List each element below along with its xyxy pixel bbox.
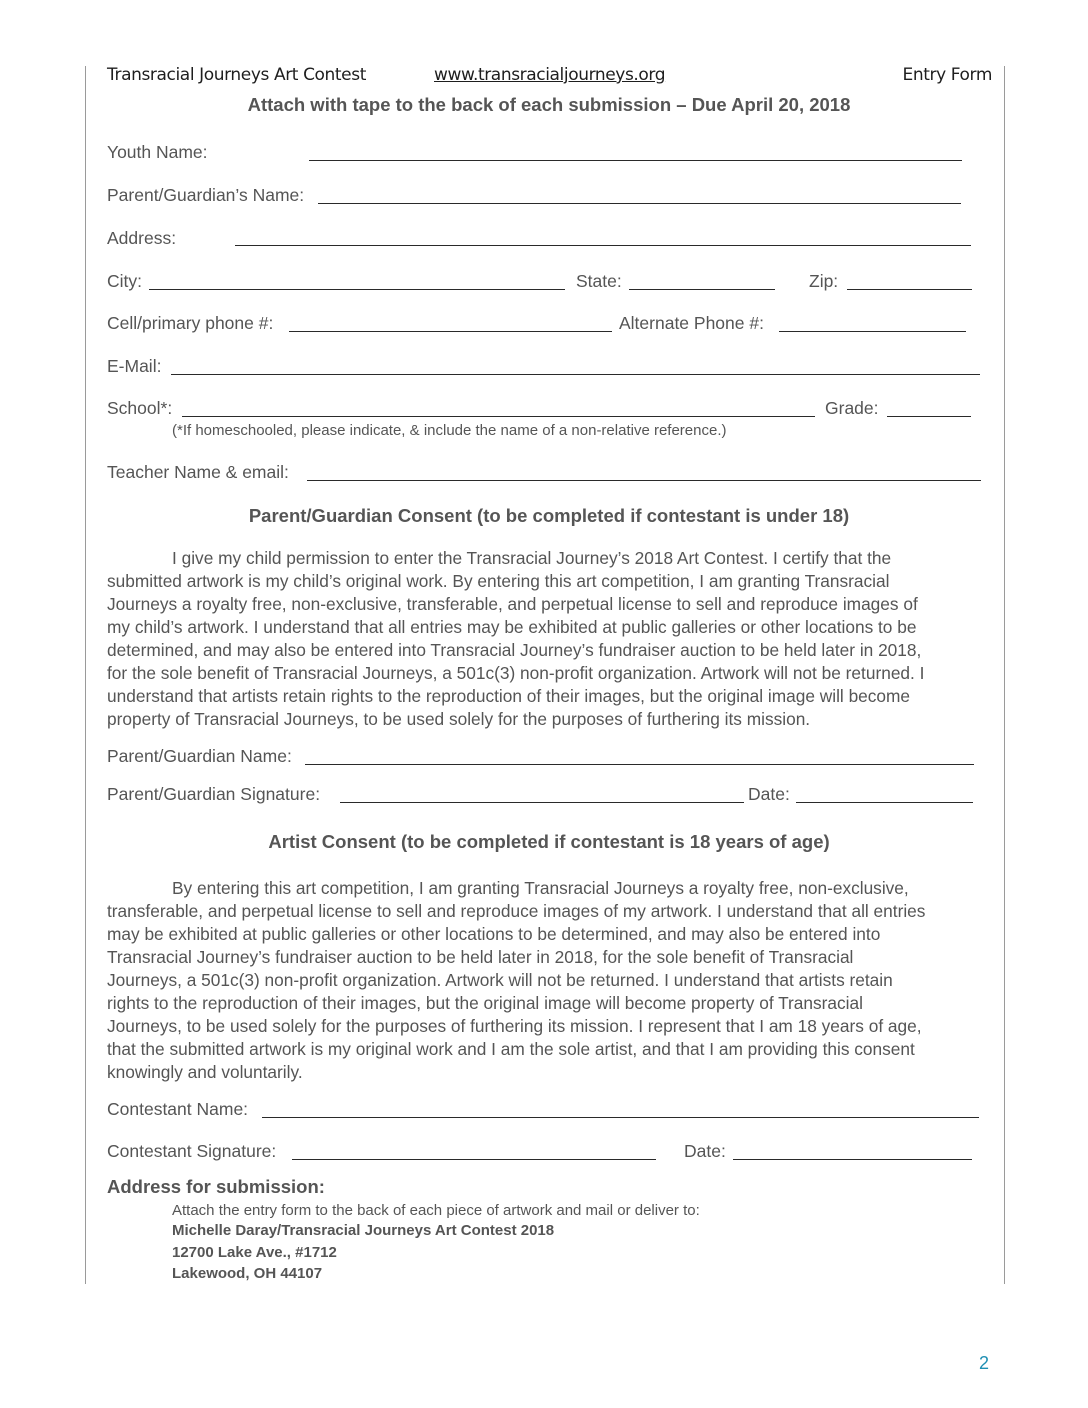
consent-line: I give my child permission to enter the Transracial Journey’s 2018 Art Contest. I certify that the bbox=[172, 548, 892, 568]
consent-line: that the submitted artwork is my original work and I am the sole artist, and that I am providing this consent bbox=[107, 1039, 915, 1059]
state-field[interactable] bbox=[629, 289, 775, 290]
city-label: City: bbox=[107, 271, 142, 291]
artist-consent-text bbox=[107, 877, 995, 1084]
address-field[interactable] bbox=[235, 245, 971, 246]
artist-consent-heading: Artist Consent (to be completed if contestant is 18 years of age) bbox=[268, 831, 830, 852]
contestant-signature-field[interactable] bbox=[292, 1159, 656, 1160]
website-link[interactable]: www.transracialjourneys.org bbox=[434, 65, 666, 85]
parent-date-label: Date: bbox=[748, 784, 790, 804]
parent-signature-label: Parent/Guardian Signature: bbox=[107, 784, 321, 804]
consent-line: Journeys, a 501c(3) non-profit organization. Artwork will not be returned. I understand that artists retain bbox=[107, 970, 893, 990]
zip-field[interactable] bbox=[847, 289, 972, 290]
parent-name-label: Parent/Guardian’s Name: bbox=[107, 185, 305, 205]
submission-instruction-text: Attach the entry form to the back of each piece of artwork and mail or deliver to: bbox=[172, 1202, 700, 1219]
grade-field[interactable] bbox=[887, 416, 971, 417]
consent-line: rights to the reproduction of their images, but the original image will become property of Transracial bbox=[107, 993, 863, 1013]
contest-title: Transracial Journeys Art Contest bbox=[107, 65, 366, 85]
email-field[interactable] bbox=[171, 374, 980, 375]
alt-phone-label: Alternate Phone #: bbox=[619, 313, 764, 333]
street-address: 12700 Lake Ave., #1712 bbox=[172, 1244, 337, 1261]
consent-line: submitted artwork is my child’s original work. By entering this art competition, I am granting Transracial bbox=[107, 571, 890, 591]
city-state-zip: Lakewood, OH 44107 bbox=[172, 1265, 323, 1282]
school-label: School*: bbox=[107, 398, 173, 418]
cell-phone-label: Cell/primary phone #: bbox=[107, 313, 274, 333]
city-field[interactable] bbox=[149, 289, 565, 290]
contestant-name-field[interactable] bbox=[262, 1117, 979, 1118]
parent-signature-field[interactable] bbox=[340, 802, 744, 803]
state-label: State: bbox=[576, 271, 622, 291]
consent-line: By entering this art competition, I am granting Transracial Journeys a royalty free, non-exclusive, bbox=[172, 878, 909, 898]
contestant-date-label: Date: bbox=[684, 1141, 726, 1161]
right-margin-rule bbox=[1004, 66, 1005, 1284]
page-number: 2 bbox=[979, 1353, 990, 1373]
consent-line: may be exhibited at public galleries or other locations to be determined, and may also be entered into bbox=[107, 924, 881, 944]
parent-name-sign-label: Parent/Guardian Name: bbox=[107, 746, 292, 766]
address-label: Address: bbox=[107, 228, 177, 248]
contestant-date-field[interactable] bbox=[733, 1159, 972, 1160]
cell-phone-field[interactable] bbox=[289, 331, 612, 332]
parent-date-field[interactable] bbox=[796, 802, 973, 803]
contestant-signature-label: Contestant Signature: bbox=[107, 1141, 277, 1161]
left-margin-rule bbox=[85, 66, 86, 1284]
parent-name-field[interactable] bbox=[318, 203, 961, 204]
consent-line: for the sole benefit of Transracial Journeys, a 501c(3) non-profit organization. Artwork will not be returned. I bbox=[107, 663, 925, 683]
consent-line: property of Transracial Journeys, to be used solely for the purposes of furthering its mission. bbox=[107, 709, 811, 729]
parent-consent-text bbox=[107, 547, 995, 731]
parent-consent-heading: Parent/Guardian Consent (to be completed if contestant is under 18) bbox=[248, 505, 850, 526]
submission-address-heading: Address for submission: bbox=[107, 1176, 325, 1197]
parent-guardian-name-field[interactable] bbox=[305, 764, 974, 765]
alt-phone-field[interactable] bbox=[779, 331, 966, 332]
consent-line: my child’s artwork. I understand that all entries may be exhibited at public galleries or other locations to be bbox=[107, 617, 917, 637]
homeschool-note: (*If homeschooled, please indicate, & include the name of a non-relative reference.) bbox=[172, 422, 727, 439]
teacher-field[interactable] bbox=[307, 480, 981, 481]
youth-name-label: Youth Name: bbox=[107, 142, 208, 162]
email-label: E-Mail: bbox=[107, 356, 162, 376]
consent-line: Journeys a royalty free, non-exclusive, transferable, and perpetual license to sell and reproduce images of bbox=[107, 594, 918, 614]
contestant-name-label: Contestant Name: bbox=[107, 1099, 249, 1119]
teacher-label: Teacher Name & email: bbox=[107, 462, 289, 482]
consent-line: Transracial Journey’s fundraiser auction to be held later in 2018, for the sole benefit of Transracial bbox=[107, 947, 854, 967]
consent-line: understand that artists retain rights to the reproduction of their images, but the original image will become bbox=[107, 686, 911, 706]
youth-name-field[interactable] bbox=[309, 160, 962, 161]
school-field[interactable] bbox=[182, 416, 815, 417]
consent-line: Journeys, to be used solely for the purposes of furthering its mission. I represent that I am 18 years of age, bbox=[107, 1016, 922, 1036]
submission-instruction: Attach with tape to the back of each submission – Due April 20, 2018 bbox=[247, 94, 851, 115]
recipient-name: Michelle Daray/Transracial Journeys Art Contest 2018 bbox=[172, 1222, 555, 1239]
entry-form-label: Entry Form bbox=[902, 65, 992, 85]
consent-line: transferable, and perpetual license to sell and reproduce images of my artwork. I understand that all entries bbox=[107, 901, 926, 921]
consent-line: knowingly and voluntarily. bbox=[107, 1062, 303, 1082]
zip-label: Zip: bbox=[809, 271, 839, 291]
consent-line: determined, and may also be entered into Transracial Journey’s fundraiser auction to be held later in 2018, bbox=[107, 640, 922, 660]
grade-label: Grade: bbox=[825, 398, 879, 418]
